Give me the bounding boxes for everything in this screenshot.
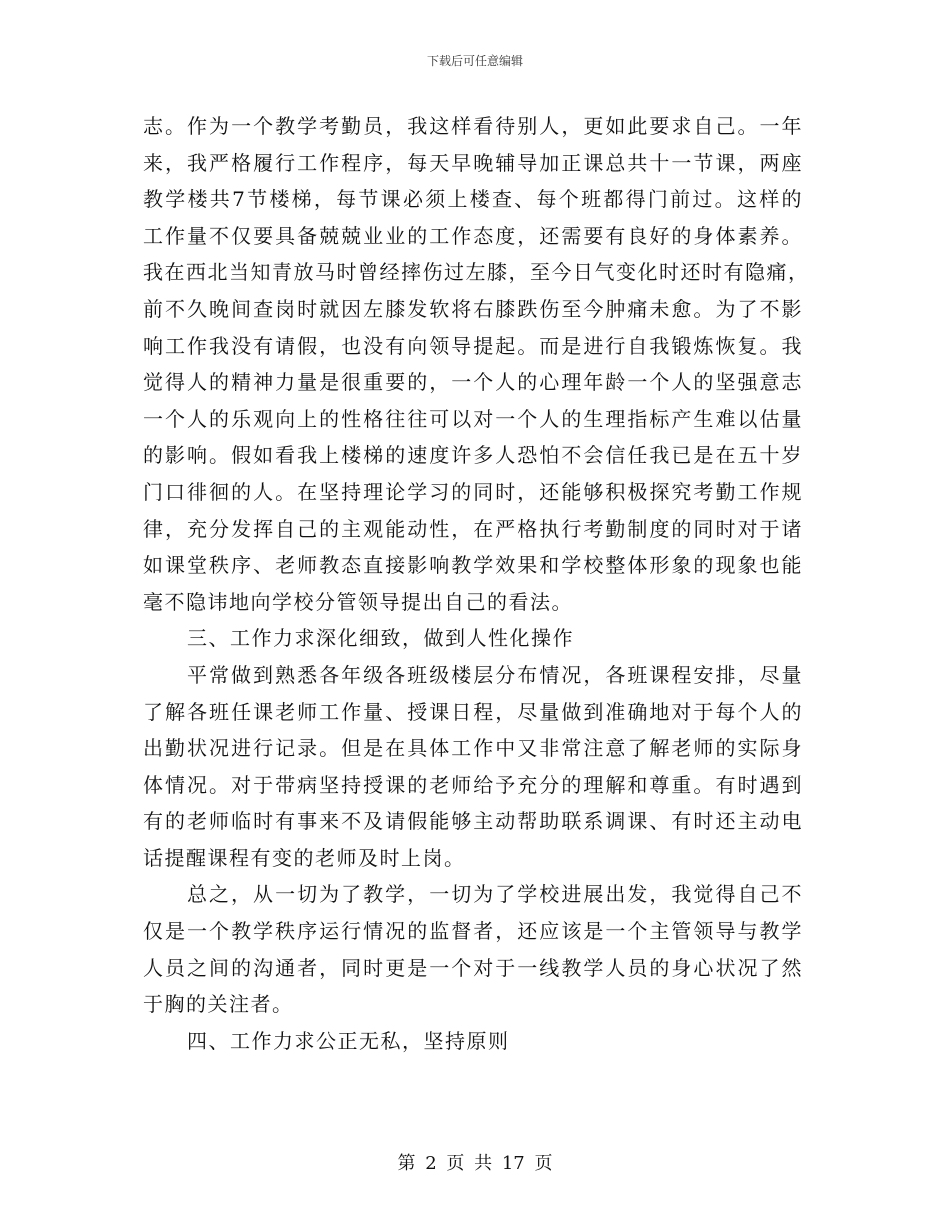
text-line: 响工作我没有请假，也没有向领导提起。而是进行自我锻炼恢复。我 — [143, 333, 803, 358]
text-line: 觉得人的精神力量是很重要的，一个人的心理年龄一个人的坚强意志 — [143, 370, 803, 395]
text-line: 的影响。假如看我上楼梯的速度许多人恐怕不会信任我已是在五十岁 — [143, 443, 803, 468]
text-line: 人员之间的沟通者，同时更是一个对于一线教学人员的身心状况了然 — [143, 955, 803, 980]
text-line: 毫不隐讳地向学校分管领导提出自己的看法。 — [143, 589, 573, 614]
text-line: 来，我严格履行工作程序，每天早晚辅导加正课总共十一节课，两座 — [143, 150, 803, 175]
text-line: 四、工作力求公正无私，坚持原则 — [187, 1028, 510, 1053]
text-line: 出勤状况进行记录。但是在具体工作中又非常注意了解老师的实际身 — [143, 736, 803, 761]
page-number: 第 2 页 共 17 页 — [397, 1153, 553, 1174]
text-line: 话提醒课程有变的老师及时上岗。 — [143, 845, 466, 870]
page-header-note: 下载后可任意编辑 — [426, 54, 523, 68]
text-line: 于胸的关注者。 — [143, 992, 294, 1017]
text-line: 总之，从一切为了教学，一切为了学校进展出发，我觉得自己不 — [187, 882, 803, 907]
text-line: 三、工作力求深化细致，做到人性化操作 — [187, 626, 574, 651]
text-line: 前不久晚间查岗时就因左膝发软将右膝跌伤至今肿痛未愈。为了不影 — [143, 296, 803, 321]
text-line: 志。作为一个教学考勤员，我这样看待别人，更如此要求自己。一年 — [143, 114, 803, 138]
text-line: 仅是一个教学秩序运行情况的监督者，还应该是一个主管领导与教学 — [143, 919, 803, 944]
text-line: 如课堂秩序、老师教态直接影响教学效果和学校整体形象的现象也能 — [143, 553, 803, 578]
text-line: 工作量不仅要具备兢兢业业的工作态度，还需要有良好的身体素养。 — [143, 223, 803, 248]
text-line: 我在西北当知青放马时曾经摔伤过左膝，至今日气变化时还时有隐痛， — [143, 260, 810, 285]
text-line: 门口徘徊的人。在坚持理论学习的同时，还能够积极探究考勤工作规 — [143, 479, 803, 504]
text-line: 体情况。对于带病坚持授课的老师给予充分的理解和尊重。有时遇到 — [143, 772, 803, 797]
text-line: 了解各班任课老师工作量、授课日程，尽量做到准确地对于每个人的 — [143, 699, 803, 724]
document-body — [143, 108, 810, 1059]
text-line: 平常做到熟悉各年级各班级楼层分布情况，各班课程安排，尽量 — [187, 662, 803, 687]
text-line: 教学楼共7节楼梯，每节课必须上楼查、每个班都得门前过。这样的 — [143, 187, 803, 212]
text-line: 有的老师临时有事来不及请假能够主动帮助联系调课、有时还主动电 — [143, 809, 803, 834]
text-line: 一个人的乐观向上的性格往往可以对一个人的生理指标产生难以估量 — [143, 406, 803, 431]
text-line: 律，充分发挥自己的主观能动性，在严格执行考勤制度的同时对于诸 — [143, 516, 803, 541]
